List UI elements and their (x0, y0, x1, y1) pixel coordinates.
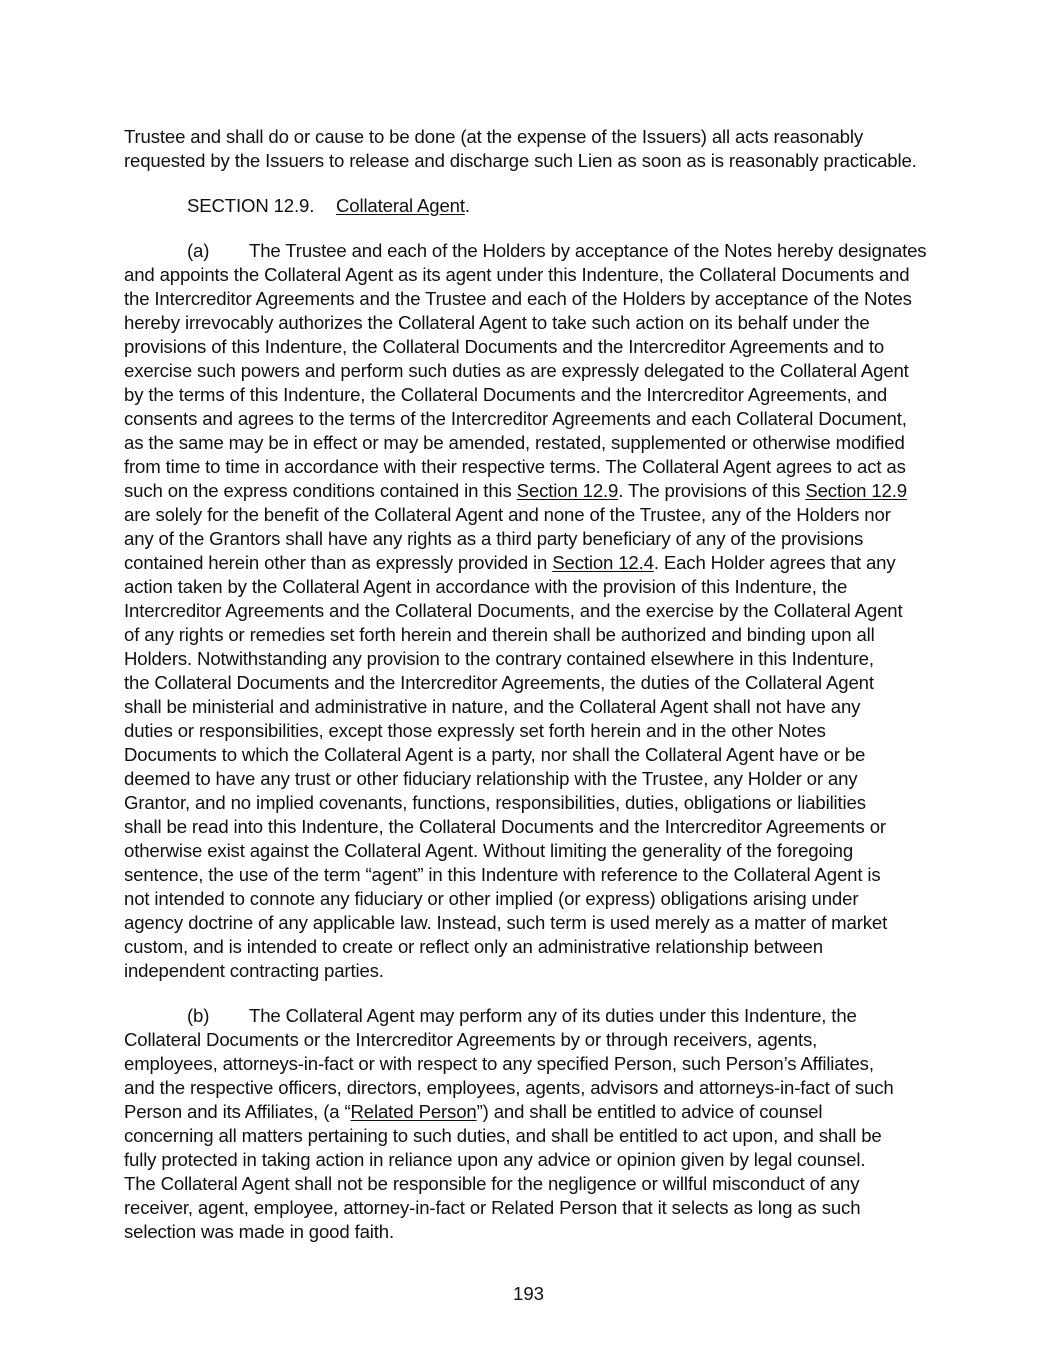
paragraph-line: action taken by the Collateral Agent in accordance with the provision of this Indenture, the (124, 576, 848, 597)
paragraph-line: The Trustee and each of the Holders by acceptance of the Notes hereby designates (249, 240, 927, 261)
paragraph-b-label: (b) (187, 1005, 210, 1026)
paragraph-a-label: (a) (187, 240, 210, 261)
paragraph-line: shall be ministerial and administrative in nature, and the Collateral Agent shall not have any (124, 696, 861, 717)
paragraph-line: any of the Grantors shall have any rights as a third party beneficiary of any of the provisions (124, 528, 864, 549)
paragraph-line: selection was made in good faith. (124, 1221, 394, 1242)
related-person-defined-term: Related Person (350, 1101, 477, 1122)
paragraph-line (124, 479, 936, 503)
paragraph-line: Grantor, and no implied covenants, functions, responsibilities, duties, obligations or liabilities (124, 792, 866, 813)
document-page (124, 125, 936, 1244)
paragraph-line: provisions of this Indenture, the Collateral Documents and the Intercreditor Agreements and to (124, 336, 885, 357)
page-number: 193 (512, 1283, 545, 1304)
text-run: . The provisions of this (618, 480, 806, 501)
paragraph-line: Holders. Notwithstanding any provision to the contrary contained elsewhere in this Indenture, (124, 648, 874, 669)
paragraph-line: the Collateral Documents and the Intercreditor Agreements, the duties of the Collateral Agent (124, 672, 874, 693)
section-12-4-reference: Section 12.4 (552, 552, 654, 573)
section-12-9-reference: Section 12.9 (805, 480, 907, 501)
paragraph-line: shall be read into this Indenture, the Collateral Documents and the Intercreditor Agreements or (124, 816, 886, 837)
paragraph-line: The Collateral Agent may perform any of its duties under this Indenture, the (249, 1005, 857, 1026)
paragraph-line: independent contracting parties. (124, 960, 384, 981)
paragraph-line: not intended to connote any fiduciary or other implied (or express) obligations arising under (124, 888, 859, 909)
paragraph-line: exercise such powers and perform such duties as are expressly delegated to the Collateral Agent (124, 360, 909, 381)
text-run: Person and its Affiliates, (a “ (124, 1101, 351, 1122)
paragraph-line: are solely for the benefit of the Collateral Agent and none of the Trustee, any of the Holders nor (124, 504, 891, 525)
paragraph-line: and appoints the Collateral Agent as its agent under this Indenture, the Collateral Documents and (124, 264, 910, 285)
text-run: contained herein other than as expressly provided in (124, 552, 553, 573)
paragraph-line: of any rights or remedies set forth herein and therein shall be authorized and binding upon all (124, 624, 875, 645)
paragraph-line (124, 1100, 936, 1124)
paragraph-line: hereby irrevocably authorizes the Collateral Agent to take such action on its behalf under the (124, 312, 870, 333)
intro-line: Trustee and shall do or cause to be done (at the expense of the Issuers) all acts reasonably (124, 126, 864, 147)
paragraph-line: by the terms of this Indenture, the Collateral Documents and the Intercreditor Agreements, and (124, 384, 888, 405)
paragraph-line: duties or responsibilities, except those expressly set forth herein and in the other Notes (124, 720, 826, 741)
paragraph-line: The Collateral Agent shall not be responsible for the negligence or willful misconduct of any (124, 1173, 860, 1194)
section-number: SECTION 12.9. (187, 195, 315, 216)
paragraph-line: the Intercreditor Agreements and the Trustee and each of the Holders by acceptance of the Notes (124, 288, 912, 309)
text-run: such on the express conditions contained in this (124, 480, 517, 501)
paragraph-line: receiver, agent, employee, attorney-in-fact or Related Person that it selects as long as such (124, 1197, 861, 1218)
text-run: ”) and shall be entitled to advice of counsel (476, 1101, 823, 1122)
paragraph-line: concerning all matters pertaining to such duties, and shall be entitled to act upon, and shall be (124, 1125, 882, 1146)
paragraph-line: from time to time in accordance with their respective terms. The Collateral Agent agrees to act as (124, 456, 906, 477)
paragraph-line: as the same may be in effect or may be amended, restated, supplemented or otherwise modified (124, 432, 905, 453)
paragraph-line: agency doctrine of any applicable law. Instead, such term is used merely as a matter of market (124, 912, 888, 933)
paragraph-line: otherwise exist against the Collateral Agent. Without limiting the generality of the foregoing (124, 840, 854, 861)
section-12-9-reference: Section 12.9 (516, 480, 619, 501)
paragraph-b (124, 1004, 936, 1244)
paragraph-line: Collateral Documents or the Intercreditor Agreements by or through receivers, agents, (124, 1029, 818, 1050)
intro-paragraph (124, 125, 936, 173)
paragraph-line: and the respective officers, directors, employees, agents, advisors and attorneys-in-fact of such (124, 1077, 894, 1098)
paragraph-b-first-line (124, 1004, 936, 1028)
paragraph-line: Documents to which the Collateral Agent is a party, nor shall the Collateral Agent have or be (124, 744, 866, 765)
paragraph-line: custom, and is intended to create or reflect only an administrative relationship between (124, 936, 823, 957)
paragraph-a-first-line (124, 239, 936, 263)
intro-line: requested by the Issuers to release and discharge such Lien as soon as is reasonably practicable. (124, 150, 917, 171)
section-heading (124, 194, 936, 218)
text-run: . Each Holder agrees that any (653, 552, 896, 573)
paragraph-line: consents and agrees to the terms of the Intercreditor Agreements and each Collateral Document, (124, 408, 907, 429)
paragraph-line: sentence, the use of the term “agent” in this Indenture with reference to the Collateral Agent is (124, 864, 881, 885)
paragraph-a (124, 239, 936, 983)
paragraph-line: deemed to have any trust or other fiduciary relationship with the Trustee, any Holder or any (124, 768, 858, 789)
paragraph-line: Intercreditor Agreements and the Collateral Documents, and the exercise by the Collateral Agent (124, 600, 903, 621)
section-title-suffix: . (464, 195, 470, 216)
paragraph-line: employees, attorneys-in-fact or with respect to any specified Person, such Person’s Affiliates, (124, 1053, 874, 1074)
paragraph-line (124, 551, 936, 575)
paragraph-line: fully protected in taking action in reliance upon any advice or opinion given by legal counsel. (124, 1149, 866, 1170)
section-title: Collateral Agent (336, 195, 465, 216)
